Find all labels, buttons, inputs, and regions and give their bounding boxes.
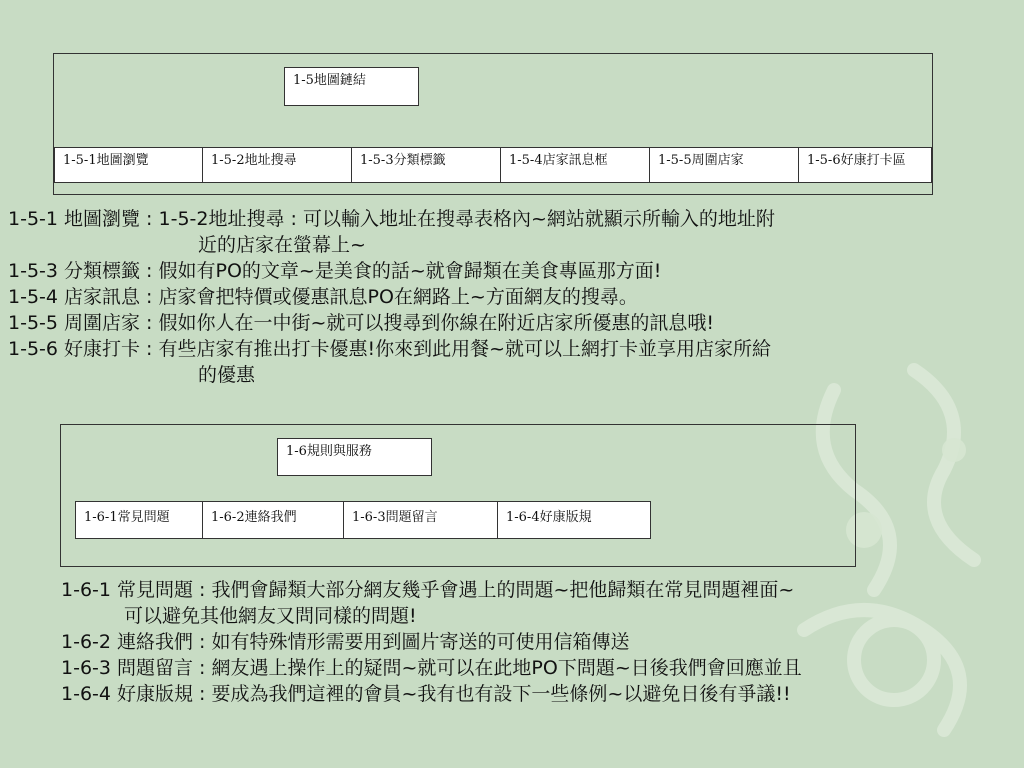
description-line-continuation: 可以避免其他網友又問同樣的問題! (124, 605, 417, 627)
description-line: 1-6-4 好康版規 : 要成為我們這裡的會員~我有也有設下一些條例~以避免日後有爭議!! (61, 683, 791, 705)
section2-child-box: 1-6-4好康版規 (497, 501, 651, 539)
description-line-continuation: 的優惠 (198, 364, 256, 386)
section1-children-row (54, 147, 932, 183)
section2-root-box: 1-6規則與服務 (277, 438, 432, 476)
description-line: 1-6-2 連絡我們 : 如有特殊情形需要用到圖片寄送的可使用信箱傳送 (61, 631, 630, 653)
description-line: 1-5-3 分類標籤 : 假如有PO的文章~是美食的話~就會歸類在美食專區那方面! (8, 260, 662, 282)
section1-child-box: 1-5-4店家訊息框 (500, 147, 650, 183)
section1-child-box: 1-5-1地圖瀏覽 (54, 147, 203, 183)
description-line: 1-5-4 店家訊息 : 店家會把特價或優惠訊息PO在網路上~方面網友的搜尋。 (8, 286, 638, 308)
description-line: 1-6-3 問題留言 : 網友遇上操作上的疑問~就可以在此地PO下問題~日後我們會回應並且 (61, 657, 802, 679)
description-line: 1-5-6 好康打卡 : 有些店家有推出打卡優惠!你來到此用餐~就可以上網打卡並享用店家所給 (8, 338, 772, 360)
section2-children-row (75, 501, 651, 539)
description-line: 1-5-5 周圍店家 : 假如你人在一中街~就可以搜尋到你線在附近店家所優惠的訊息哦! (8, 312, 715, 334)
section1-child-box: 1-5-5周圍店家 (649, 147, 799, 183)
section1-child-box: 1-5-3分類標籤 (351, 147, 501, 183)
section1-child-box: 1-5-6好康打卡區 (798, 147, 932, 183)
section2-description (61, 577, 802, 707)
description-line: 1-6-1 常見問題 : 我們會歸類大部分網友幾乎會遇上的問題~把他歸類在常見問題裡面~ (61, 579, 795, 601)
section2-child-box: 1-6-1常見問題 (75, 501, 203, 539)
section1-description (8, 206, 775, 388)
section2-diagram (60, 424, 856, 567)
section1-root-box: 1-5地圖鏈結 (284, 67, 419, 106)
section2-child-box: 1-6-3問題留言 (343, 501, 498, 539)
section1-child-box: 1-5-2地址搜尋 (202, 147, 352, 183)
section1-diagram (53, 53, 933, 195)
description-line-continuation: 近的店家在螢幕上~ (198, 234, 366, 256)
description-line: 1-5-1 地圖瀏覽 : 1-5-2地址搜尋 : 可以輸入地址在搜尋表格內~網站就顯示所輸入的地址附 (8, 208, 775, 230)
section2-child-box: 1-6-2連絡我們 (202, 501, 344, 539)
